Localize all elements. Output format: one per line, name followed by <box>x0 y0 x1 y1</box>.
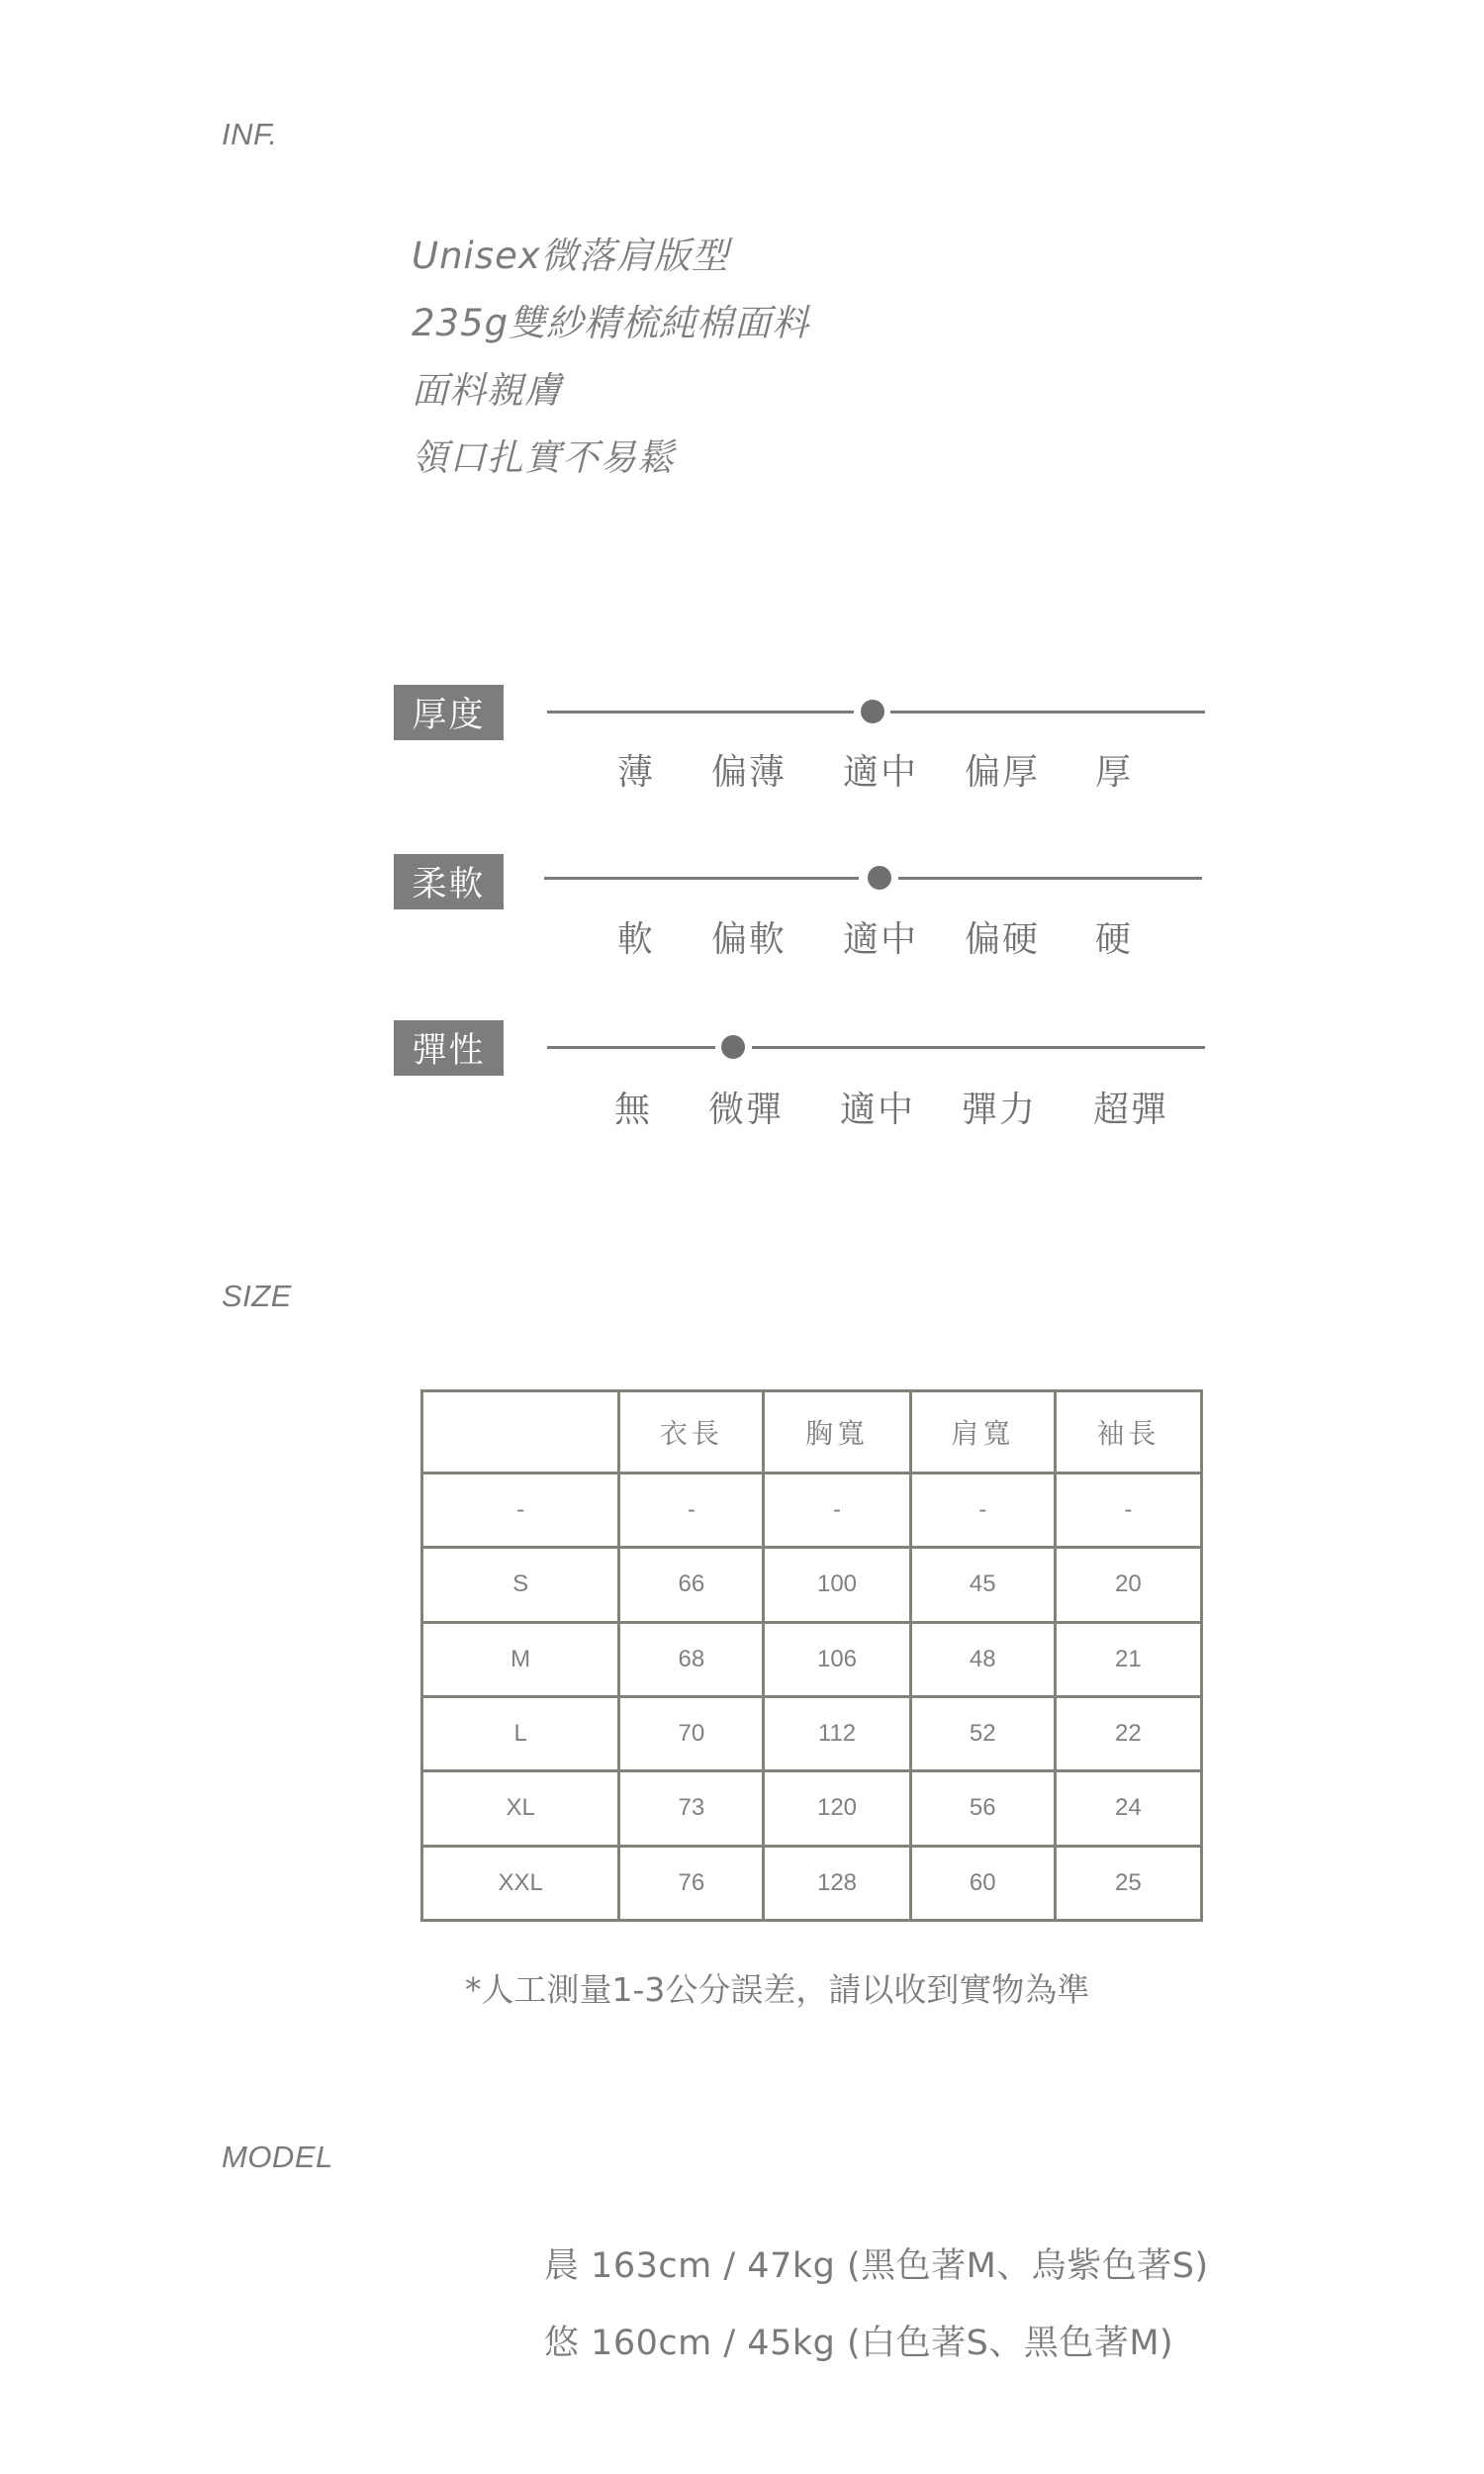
table-row <box>422 1622 1202 1696</box>
table-cell: 73 <box>619 1771 764 1846</box>
table-cell: 120 <box>764 1771 910 1846</box>
elasticity-label-stretch: 彈力 <box>961 1090 1037 1130</box>
thickness-scale-line-left <box>547 711 854 714</box>
elasticity-scale-marker <box>721 1035 745 1059</box>
table-cell: 76 <box>619 1846 764 1920</box>
table-cell: S <box>422 1548 619 1622</box>
softness-label-medium: 適中 <box>842 919 918 960</box>
table-cell: - <box>764 1474 910 1548</box>
feature-line-2: 235g雙紗精梳純棉面料 <box>412 302 810 344</box>
thickness-badge: 厚度 <box>394 685 504 740</box>
softness-label-slightly-soft: 偏軟 <box>710 919 787 960</box>
table-cell: - <box>422 1474 619 1548</box>
thickness-label-slightly-thin: 偏薄 <box>710 752 787 793</box>
table-row <box>422 1548 1202 1622</box>
table-row <box>422 1696 1202 1770</box>
size-table-header-length: 衣長 <box>619 1391 764 1474</box>
table-cell: 24 <box>1055 1771 1201 1846</box>
softness-scale-line-right <box>898 877 1202 880</box>
thickness-label-thin: 薄 <box>616 752 655 793</box>
table-cell: XXL <box>422 1846 619 1920</box>
thickness-scale-line-right <box>890 711 1205 714</box>
softness-badge: 柔軟 <box>394 854 504 909</box>
table-cell: 100 <box>764 1548 910 1622</box>
elasticity-label-medium: 適中 <box>839 1090 915 1130</box>
size-section-label: SIZE <box>222 1279 292 1313</box>
table-row <box>422 1771 1202 1846</box>
thickness-scale-marker <box>861 700 884 723</box>
table-cell: 45 <box>910 1548 1055 1622</box>
feature-line-3: 面料親膚 <box>412 369 562 412</box>
softness-label-slightly-hard: 偏硬 <box>964 919 1040 960</box>
table-cell: 68 <box>619 1622 764 1696</box>
size-table-header-chest: 胸寬 <box>764 1391 910 1474</box>
table-cell: 25 <box>1055 1846 1201 1920</box>
size-table-header-sleeve: 袖長 <box>1055 1391 1201 1474</box>
size-table-header-row <box>422 1391 1202 1474</box>
feature-line-1: Unisex微落肩版型 <box>412 235 729 277</box>
table-cell: 128 <box>764 1846 910 1920</box>
model-info-1: 晨 163cm / 47kg (黑色著M、烏紫色著S) <box>544 2246 1209 2286</box>
softness-label-soft: 軟 <box>616 919 655 960</box>
model-section-label: MODEL <box>222 2140 333 2174</box>
size-table-header-cell <box>422 1391 619 1474</box>
elasticity-badge: 彈性 <box>394 1020 504 1076</box>
size-note: *人工測量1-3公分誤差，請以收到實物為準 <box>465 1970 1090 2009</box>
table-cell: 20 <box>1055 1548 1201 1622</box>
elasticity-scale-line-left <box>547 1046 715 1049</box>
table-cell: 106 <box>764 1622 910 1696</box>
model-info-2: 悠 160cm / 45kg (白色著S、黑色著M) <box>544 2324 1174 2363</box>
feature-line-4: 領口扎實不易鬆 <box>412 436 675 479</box>
size-table <box>420 1389 1203 1922</box>
table-cell: - <box>619 1474 764 1548</box>
size-table-header-shoulder: 肩寬 <box>910 1391 1055 1474</box>
table-cell: XL <box>422 1771 619 1846</box>
table-cell: L <box>422 1696 619 1770</box>
table-cell: 56 <box>910 1771 1055 1846</box>
softness-label-hard: 硬 <box>1094 919 1133 960</box>
table-cell: 112 <box>764 1696 910 1770</box>
table-cell: - <box>910 1474 1055 1548</box>
thickness-label-thick: 厚 <box>1094 752 1133 793</box>
table-cell: 52 <box>910 1696 1055 1770</box>
thickness-label-slightly-thick: 偏厚 <box>964 752 1040 793</box>
table-cell: 66 <box>619 1548 764 1622</box>
table-row <box>422 1846 1202 1920</box>
table-cell: 60 <box>910 1846 1055 1920</box>
table-cell: 70 <box>619 1696 764 1770</box>
table-cell: 48 <box>910 1622 1055 1696</box>
softness-scale-marker <box>868 866 891 890</box>
table-cell: 21 <box>1055 1622 1201 1696</box>
elasticity-scale-line-right <box>752 1046 1205 1049</box>
inf-section-label: INF. <box>222 117 278 151</box>
thickness-label-medium: 適中 <box>842 752 918 793</box>
elasticity-label-none: 無 <box>613 1090 652 1130</box>
table-cell: 22 <box>1055 1696 1201 1770</box>
softness-scale-line-left <box>544 877 859 880</box>
table-row <box>422 1474 1202 1548</box>
table-cell: - <box>1055 1474 1201 1548</box>
elasticity-label-slight: 微彈 <box>707 1090 784 1130</box>
table-cell: M <box>422 1622 619 1696</box>
elasticity-label-super: 超彈 <box>1092 1090 1168 1130</box>
